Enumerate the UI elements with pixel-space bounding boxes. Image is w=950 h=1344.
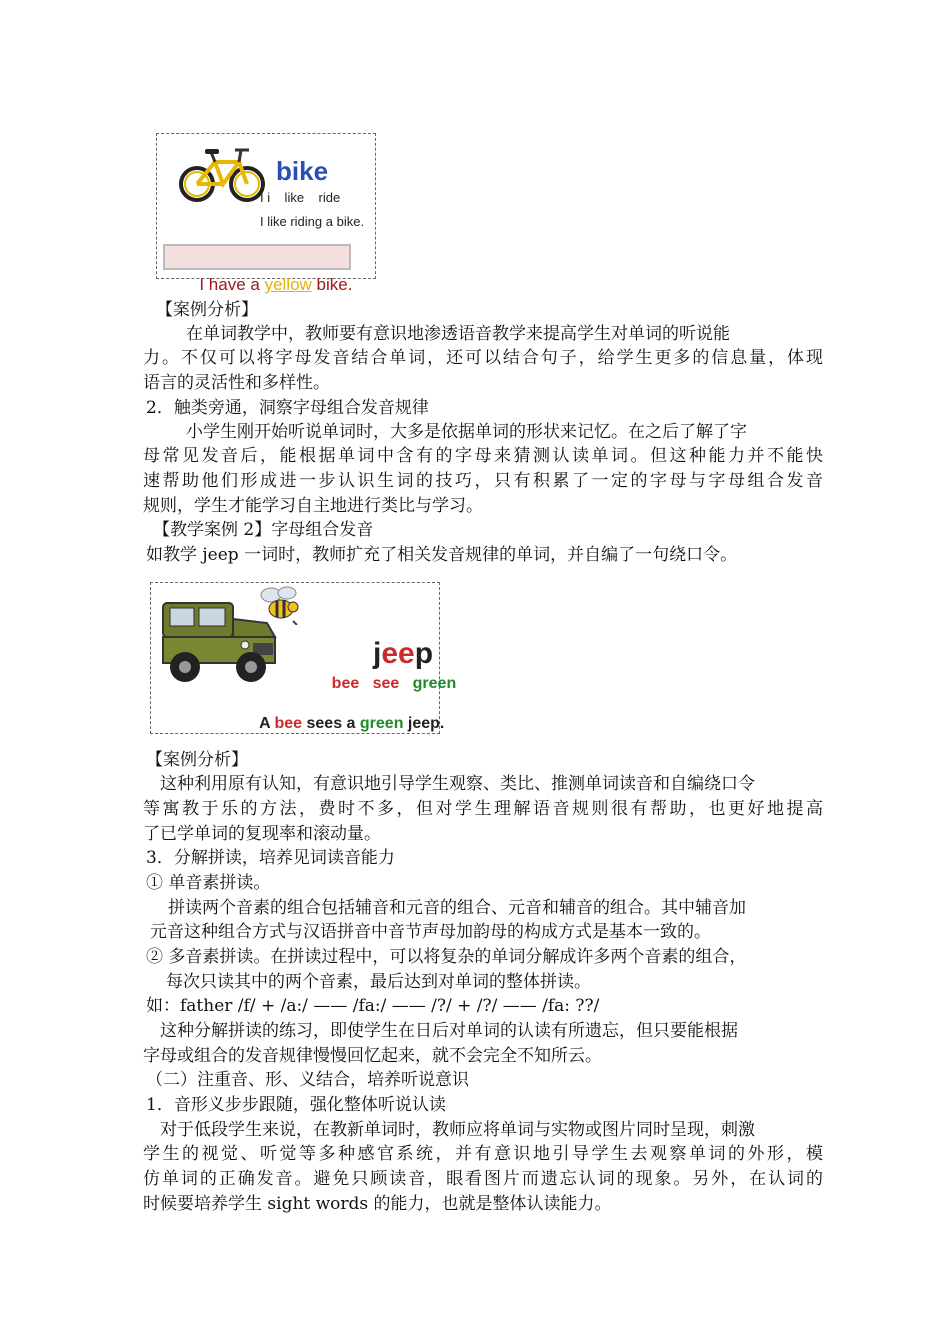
section-heading-3: 3．分解拼读，培养见词读音能力 [146,848,395,868]
bike-sentence-post: bike. [311,275,353,294]
bee-illustration [257,585,303,625]
jeep-tongue-twister [233,697,444,751]
case-analysis-heading-1: 【案例分析】 [156,300,258,320]
paragraph-line: 拼读两个音素的组合包括辅音和元音的组合、元音和辅音的组合。其中辅音加 [168,898,746,918]
bike-sentence-pre: I have a [199,275,265,294]
twister-green: green [359,715,404,732]
paragraph-line: 时候要培养学生 sight words 的能力，也就是整体认读能力。 [143,1194,612,1214]
paragraph-line: 速帮助他们形成进一步认识生词的技巧，只有积累了一定的字母与字母组合发音 [143,471,823,491]
bicycle-illustration [177,144,267,204]
twister-sees: sees a [302,715,360,732]
case-analysis-heading-2: 【案例分析】 [146,750,248,770]
bike-sentence-small: I like riding a bike. [260,214,365,229]
paragraph-line: 字母或组合的发音规律慢慢回忆起来，就不会完全不知所云。 [143,1046,602,1066]
section-heading-part-2: （二）注重音、形、义结合，培养听说意识 [146,1070,469,1090]
bike-figure [156,133,376,294]
bike-letter-words: I i like ride [260,190,341,205]
paragraph-line: 学生的视觉、听觉等多种感官系统，并有意识地引导学生去观察单词的外形，模 [143,1144,823,1164]
teaching-case-2-heading: 【教学案例 2】字母组合发音 [153,520,374,540]
bike-sentence-box [163,244,353,294]
rhyme-word-see: see [372,675,400,692]
section-heading-1: 1．音形义步步跟随，强化整体听说认读 [146,1095,446,1115]
paragraph-line: 在单词教学中，教师要有意识地渗透语音教学来提高学生对单词的听说能 [186,324,730,344]
twister-bee: bee [274,715,303,732]
jeep-word-p: p [414,637,434,670]
section-heading-2: 2．触类旁通，洞察字母组合发音规律 [146,398,429,418]
paragraph-line: 规则，学生才能学习自主地进行类比与学习。 [143,496,483,516]
paragraph-line: 如教学 jeep 一词时，教师扩充了相关发音规律的单词，并自编了一句绕口令。 [146,545,738,565]
bike-sentence-highlight: yellow [264,275,312,294]
paragraph-line: 等寓教于乐的方法，费时不多，但对学生理解语音规则很有帮助，也更好地提高 [143,799,823,819]
father-example: 如：father /f/ + /a:/ —— /fa:/ —— /?/ + /?/ —— /fa: ??/ [146,996,600,1016]
jeep-word-ee: ee [381,637,415,670]
paragraph-line: 母常见发音后，能根据单词中含有的字母来猜测认读单词。但这种能力并不能快 [143,446,823,466]
rhyme-word-green: green [412,675,457,692]
paragraph-line: 这种利用原有认知，有意识地引导学生观察、类比、推测单词读音和自编绕口令 [160,774,755,794]
jeep-word-j: j [373,637,382,670]
paragraph-line: 了已学单词的复现率和滚动量。 [143,824,381,844]
paragraph-line: 每次只读其中的两个音素，最后达到对单词的整体拼读。 [166,972,591,992]
paragraph-line: 语言的灵活性和多样性。 [143,373,330,393]
paragraph-line: 力。不仅可以将字母发音结合单词，还可以结合句子，给学生更多的信息量，体现 [143,348,823,368]
subsection-multi-phoneme: ② 多音素拼读。在拼读过程中，可以将复杂的单词分解成许多两个音素的组合， [146,947,747,967]
jeep-figure [150,582,457,734]
twister-a: A [259,715,275,732]
paragraph-line: 元音这种组合方式与汉语拼音中音节声母加韵母的构成方式是基本一致的。 [150,922,711,942]
paragraph-line: 这种分解拼读的练习，即使学生在日后对单词的认读有所遗忘，但只要能根据 [160,1021,738,1041]
bike-word: bike [276,156,329,186]
subsection-single-phoneme: ① 单音素拼读。 [146,873,271,893]
paragraph-line: 仿单词的正确发音。避免只顾读音，眼看图片而遗忘认词的现象。另外，在认词的 [143,1169,823,1189]
paragraph-line: 对于低段学生来说，在教新单词时，教师应将单词与实物或图片同时呈现，刺激 [160,1120,755,1140]
rhyme-word-bee: bee [331,675,360,692]
paragraph-line: 小学生刚开始听说单词时，大多是依据单词的形状来记忆。在之后了解了字 [186,422,747,442]
twister-jeep: jeep. [403,715,445,732]
